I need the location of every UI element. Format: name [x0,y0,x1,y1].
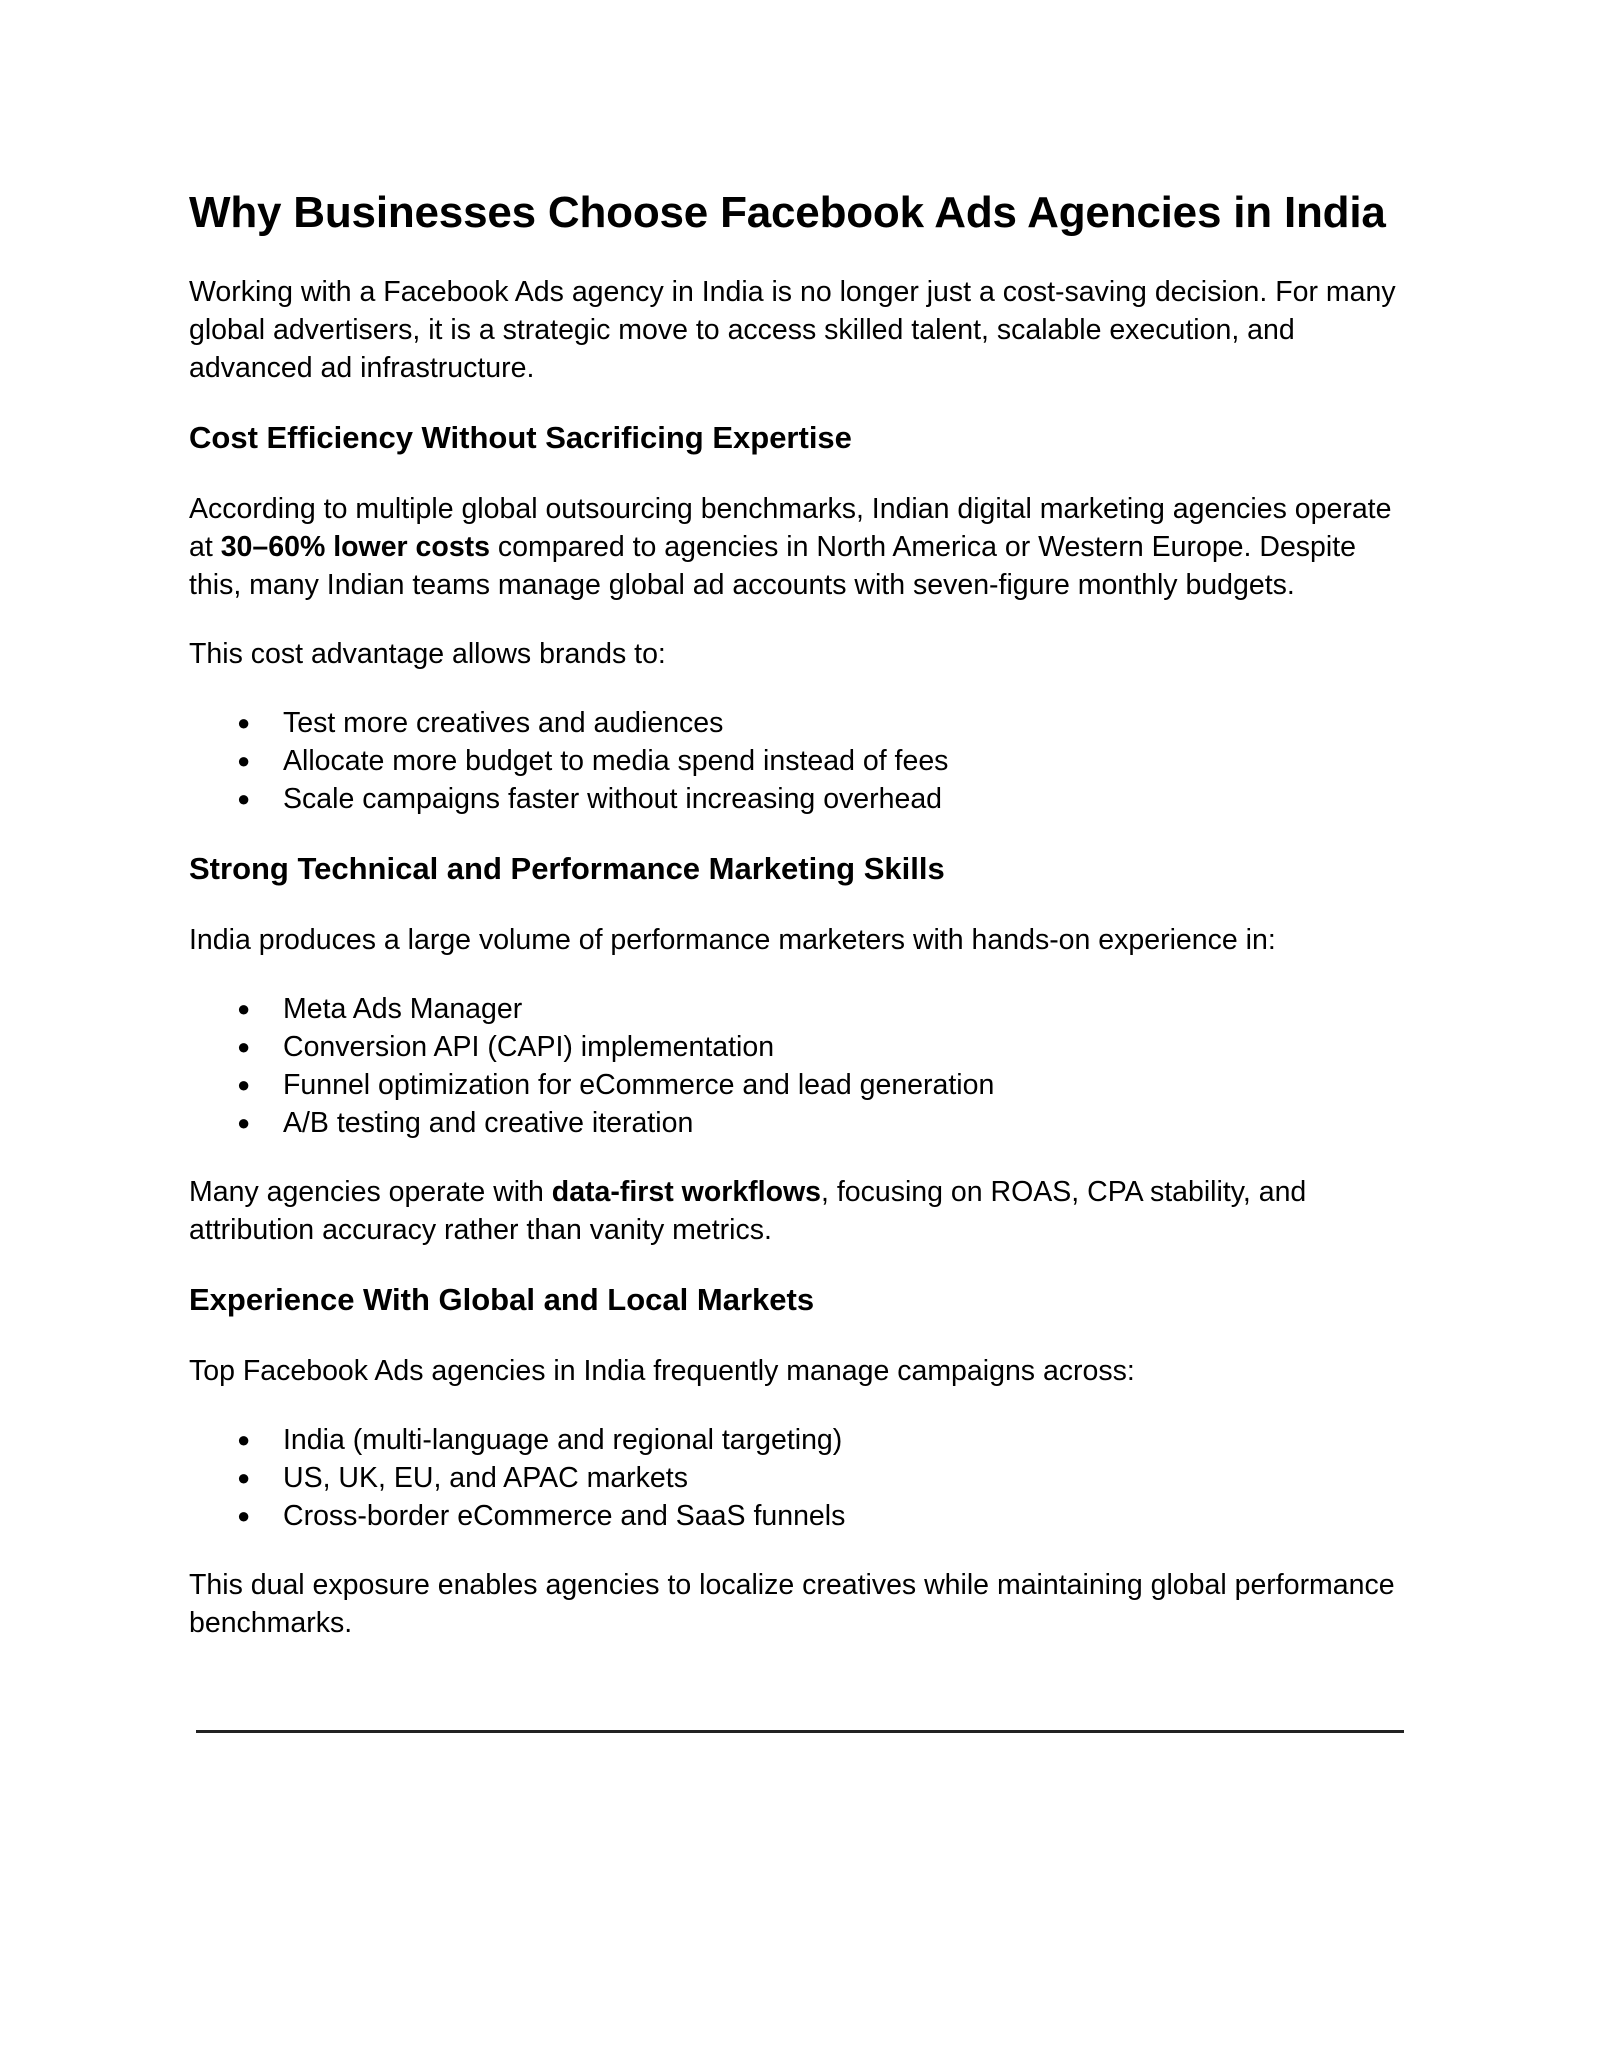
list-item [189,1459,1411,1497]
list-item [189,1104,1411,1142]
horizontal-rule [196,1730,1404,1733]
bullet-icon: ● [237,1465,251,1490]
bullet-icon: ● [237,1034,251,1059]
list-item-text: Meta Ads Manager [283,993,523,1025]
list-item [189,1028,1411,1066]
cost-efficiency-paragraph [189,490,1411,604]
bullet-icon: ● [237,710,251,735]
list-item-text: Scale campaigns faster without increasing overhead [283,783,943,815]
list-item [189,742,1411,780]
intro-paragraph: Working with a Facebook Ads agency in India is no longer just a cost-saving decision. For many global advertisers, it is a strategic move to access skilled talent, scalable execution, and advanced ad infrastructure. [189,276,1396,384]
bullet-icon: ● [237,1110,251,1135]
page-title: Why Businesses Choose Facebook Ads Agencies in India [189,188,1386,237]
list-item-text: Test more creatives and audiences [283,707,724,739]
global-markets-lead: Top Facebook Ads agencies in India frequently manage campaigns across: [189,1355,1135,1387]
paragraph-text: According to multiple global outsourcing benchmarks, Indian digital marketing agencies operate at [189,493,1392,563]
bullet-icon: ● [237,748,251,773]
list-item [189,1421,1411,1459]
section-heading-cost-efficiency: Cost Efficiency Without Sacrificing Expertise [189,420,852,455]
list-item [189,780,1411,818]
section-heading-global-markets: Experience With Global and Local Markets [189,1282,815,1317]
list-item-text: Conversion API (CAPI) implementation [283,1031,775,1063]
dual-exposure-paragraph: This dual exposure enables agencies to localize creatives while maintaining global performance benchmarks. [189,1569,1395,1639]
list-item [189,1066,1411,1104]
paragraph-text: , focusing on ROAS, CPA stability, and attribution accuracy rather than vanity metrics. [189,1176,1307,1246]
list-item-text: Cross-border eCommerce and SaaS funnels [283,1500,846,1532]
list-item-text: US, UK, EU, and APAC markets [283,1462,688,1494]
cost-advantage-lead: This cost advantage allows brands to: [189,638,666,670]
list-item-text: Funnel optimization for eCommerce and lead generation [283,1069,995,1101]
technical-skills-lead: India produces a large volume of performance marketers with hands-on experience in: [189,924,1276,956]
global-markets-list [189,1421,1411,1535]
bullet-icon: ● [237,1072,251,1097]
bold-data-first-workflows: data-first workflows [551,1176,822,1208]
paragraph-text: compared to agencies in North America or Western Europe. Despite this, many Indian teams manage global ad accounts with seven-figure monthly budgets. [189,531,1356,601]
list-item-text: India (multi-language and regional targeting) [283,1424,843,1456]
bold-lower-costs: 30–60% lower costs [220,531,491,563]
list-item [189,704,1411,742]
bullet-icon: ● [237,1427,251,1452]
data-first-paragraph [189,1173,1411,1249]
document-page [189,185,1411,1673]
technical-skills-list [189,990,1411,1142]
cost-advantage-list [189,704,1411,818]
list-item-text: Allocate more budget to media spend instead of fees [283,745,949,777]
bullet-icon: ● [237,786,251,811]
bullet-icon: ● [237,996,251,1021]
section-heading-technical-skills: Strong Technical and Performance Marketing Skills [189,851,945,886]
bullet-icon: ● [237,1503,251,1528]
list-item [189,990,1411,1028]
list-item-text: A/B testing and creative iteration [283,1107,694,1139]
list-item [189,1497,1411,1535]
paragraph-text: Many agencies operate with [189,1176,552,1208]
